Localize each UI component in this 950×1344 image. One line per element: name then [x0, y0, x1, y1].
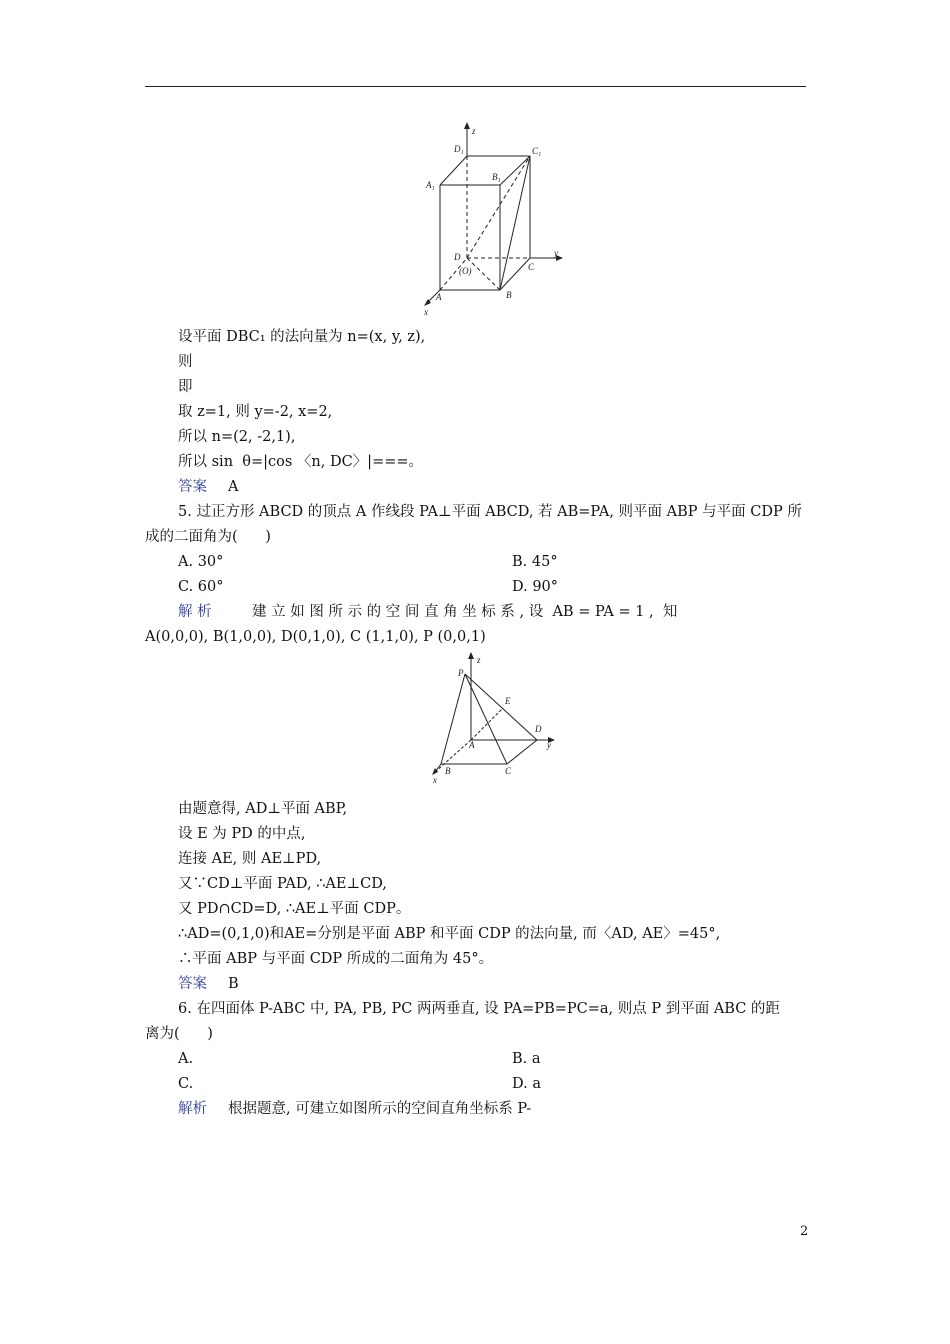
- analysis-label: 解析: [178, 1101, 207, 1117]
- option-d: D. 90°: [512, 579, 559, 595]
- solution-line: ∴平面 ABP 与平面 CDP 所成的二面角为 45°。: [178, 951, 494, 967]
- option-c: C. 60°: [178, 579, 224, 595]
- solution-line: 又 PD∩CD=D, ∴AE⊥平面 CDP。: [178, 901, 411, 917]
- label-a: A: [469, 740, 475, 750]
- option-b: B. 45°: [512, 554, 558, 570]
- option-b: B. a: [512, 1051, 541, 1067]
- analysis-text: 建 立 如 图 所 示 的 空 间 直 角 坐 标 系 , 设 AB = PA = 1 , 知: [252, 604, 678, 620]
- option-d: D. a: [512, 1076, 541, 1092]
- question-6-line2: 离为( ): [145, 1026, 213, 1042]
- page-number: 2: [800, 1224, 809, 1239]
- label-p: P: [458, 668, 464, 678]
- text-line: 则: [178, 354, 193, 370]
- label-c1: C₁: [532, 146, 542, 156]
- label-x: x: [424, 307, 428, 317]
- analysis-label: 解 析: [178, 604, 212, 620]
- question-5-line2: 成的二面角为( ): [145, 529, 271, 545]
- solution-line: 又∵CD⊥平面 PAD, ∴AE⊥CD,: [178, 876, 387, 892]
- label-d: D: [454, 252, 461, 262]
- label-b: B: [506, 290, 512, 300]
- label-c: C: [505, 766, 512, 776]
- label-z: z: [477, 655, 481, 665]
- text-line: 所以 sin θ=|cos 〈n, DC〉|===。: [178, 454, 424, 470]
- figure-box-coordinate: [420, 122, 570, 317]
- label-y: y: [554, 248, 558, 258]
- solution-line: ∴AD=(0,1,0)和AE=分别是平面 ABP 和平面 CDP 的法向量, 而〈AD, AE〉=45°,: [178, 926, 721, 942]
- option-c: C.: [178, 1076, 194, 1092]
- solution-line: 设 E 为 PD 的中点,: [178, 826, 306, 842]
- label-a1: A₁: [426, 180, 435, 190]
- header-rule: [145, 86, 806, 87]
- text-line: 所以 n=(2, -2,1),: [178, 429, 296, 445]
- label-x: x: [433, 775, 437, 784]
- x-axis: [435, 740, 471, 772]
- label-o: (O): [459, 266, 472, 276]
- answer-label: 答案: [178, 976, 207, 992]
- coordinates-line: A(0,0,0), B(1,0,0), D(0,1,0), C (1,1,0), P (0,0,1): [145, 629, 486, 645]
- label-d: D: [535, 724, 542, 734]
- label-d1: D₁: [454, 144, 464, 154]
- solution-line: 连接 AE, 则 AE⊥PD,: [178, 851, 322, 867]
- option-a: A.: [178, 1051, 194, 1067]
- question-5-line1: 5. 过正方形 ABCD 的顶点 A 作线段 PA⊥平面 ABCD, 若 AB=PA, 则平面 ABP 与平面 CDP 所: [178, 504, 802, 520]
- label-a: A: [436, 292, 442, 302]
- question-6-line1: 6. 在四面体 P-ABC 中, PA, PB, PC 两两垂直, 设 PA=PB=PC=a, 则点 P 到平面 ABC 的距: [178, 1001, 780, 1017]
- answer-value: B: [228, 976, 239, 992]
- answer-label: 答案: [178, 479, 207, 495]
- answer-value: A: [228, 479, 239, 495]
- text-line: 取 z=1, 则 y=-2, x=2,: [178, 404, 333, 420]
- solution-line: 由题意得, AD⊥平面 ABP,: [178, 801, 348, 817]
- label-b: B: [445, 766, 451, 776]
- figure-pyramid-coordinate: [425, 652, 565, 784]
- analysis-text: 根据题意, 可建立如图所示的空间直角坐标系 P-: [228, 1101, 532, 1117]
- text-line: 即: [178, 379, 193, 395]
- label-y: y: [547, 740, 551, 750]
- option-a: A. 30°: [178, 554, 224, 570]
- label-b1: B₁: [492, 172, 501, 182]
- label-z: z: [472, 126, 476, 136]
- label-e: E: [505, 696, 511, 706]
- text-line: 设平面 DBC₁ 的法向量为 n=(x, y, z),: [178, 329, 426, 345]
- label-c: C: [528, 262, 535, 272]
